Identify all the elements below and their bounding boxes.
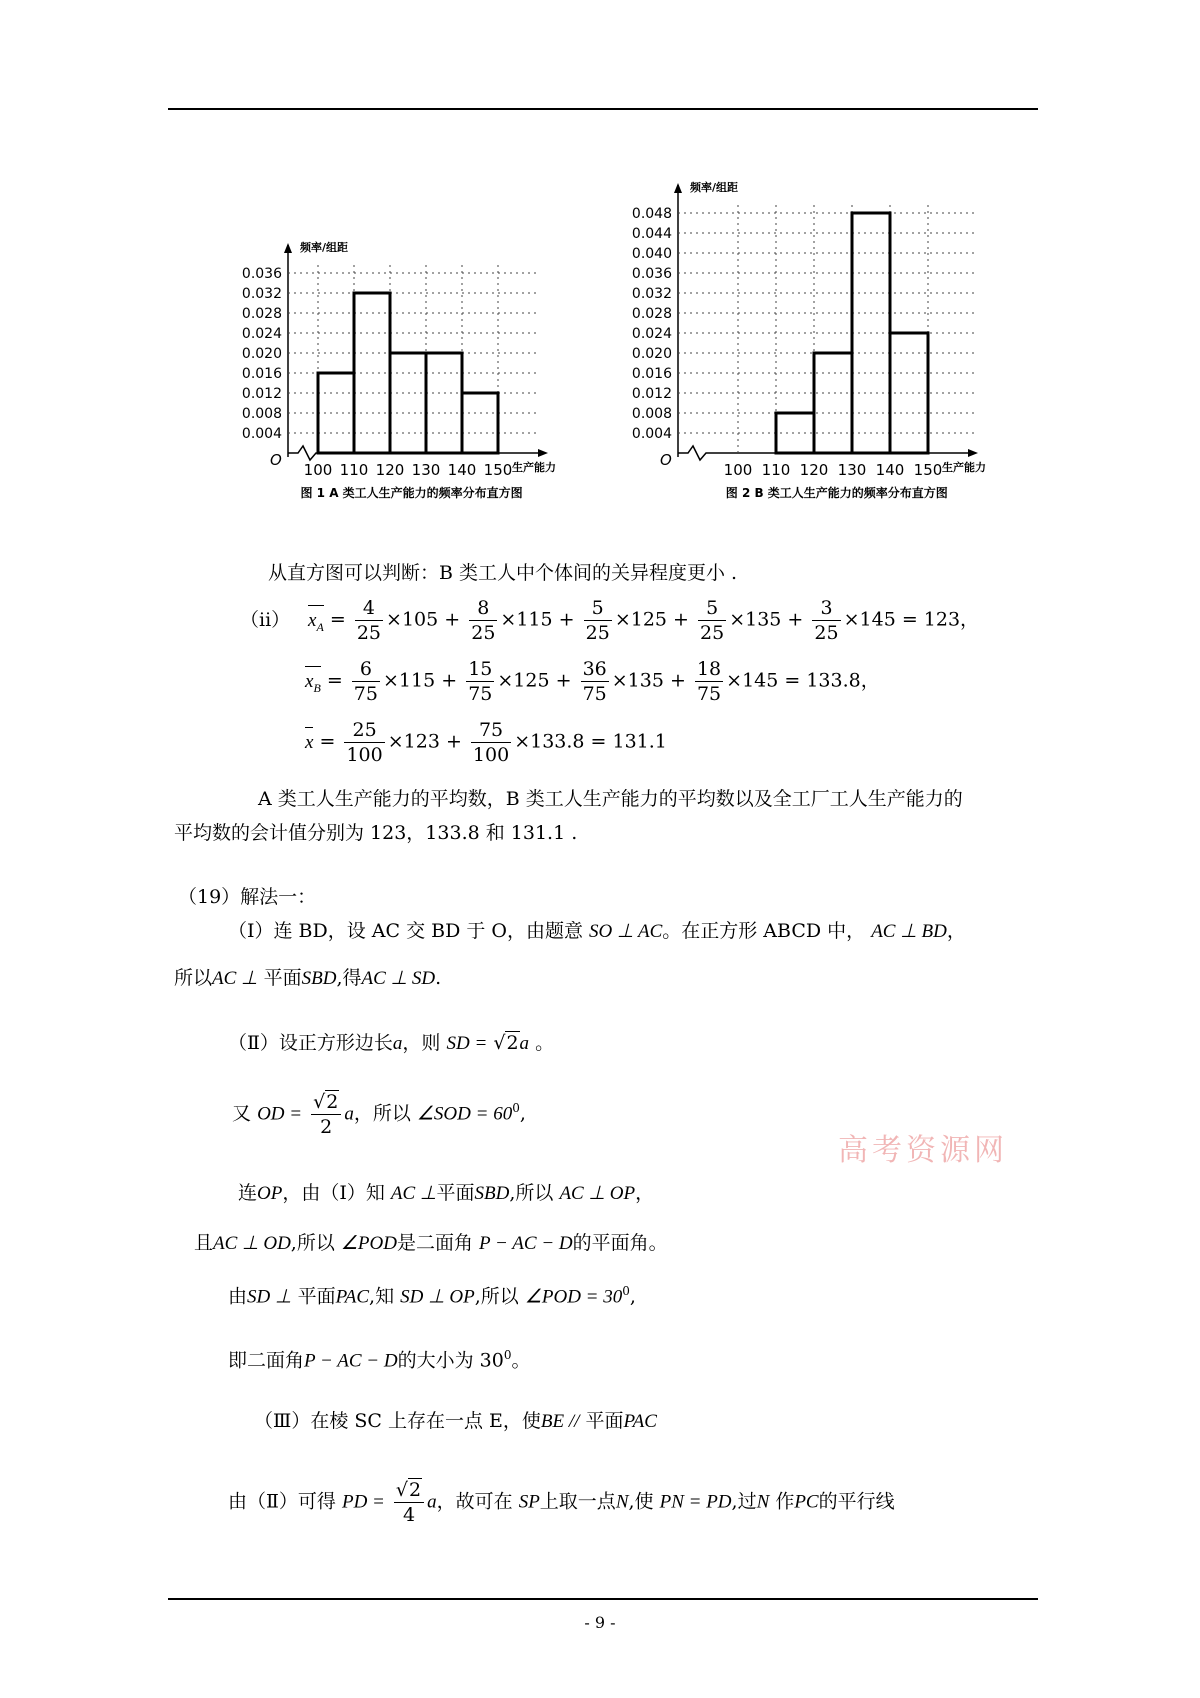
x-tick-label: 120 <box>799 461 829 479</box>
conclusion-line-1: A 类工人生产能力的平均数，B 类工人生产能力的平均数以及全工厂工人生产能力的 <box>258 788 963 810</box>
x-axis-arrow <box>968 449 978 457</box>
x-axis-arrow <box>538 449 548 457</box>
judgement-text: 从直方图可以判断：B 类工人中个体间的关异程度更小 . <box>268 562 738 584</box>
part-2-line-6: 即二面角P − AC − D的大小为 $30^0$。 <box>228 1348 531 1372</box>
y-axis-label: 频率/组距 <box>690 181 739 194</box>
y-tick-label: 0.004 <box>631 426 672 442</box>
equation-xb: $x_B$ = $\frac{6}{75}$ ×115 + $\frac{15}{75}$ ×125 + $\frac{36}{75}$ ×135 + $\frac{18}{75}$ ×145 = 133.8， <box>305 658 880 705</box>
origin-label: O <box>660 451 672 469</box>
x-tick-label: 110 <box>761 461 791 479</box>
y-tick-label: 0.020 <box>241 346 282 362</box>
x-tick-label: 150 <box>913 461 943 479</box>
histogram-bar <box>462 393 498 453</box>
y-tick-label: 0.040 <box>631 246 672 262</box>
part-2-line-1: （Ⅱ）设正方形边长a，则 SD = √2a 。 <box>228 1032 555 1054</box>
equation-xbar: x = $\frac{25}{100}$ ×123 + $\frac{75}{100}$ ×133.8 = 131.1 <box>305 719 667 766</box>
y-axis-arrow <box>674 183 682 193</box>
question-19-heading: （19）解法一： <box>178 886 317 908</box>
part-1-line-1: （Ⅰ）连 BD，设 AC 交 BD 于 O，由题意 SO ⊥ AC。在正方形 ABCD 中， AC ⊥ BD， <box>228 920 966 942</box>
y-tick-label: 0.028 <box>241 306 282 322</box>
x-tick-label: 140 <box>875 461 905 479</box>
watermark: 高考资源网 <box>838 1133 1008 1168</box>
x-tick-label: 150 <box>483 461 513 479</box>
y-tick-label: 0.004 <box>241 426 282 442</box>
histogram-a <box>238 235 578 515</box>
y-tick-label: 0.036 <box>631 266 672 282</box>
x-axis-label: 生产能力 <box>512 461 556 474</box>
x-tick-label: 120 <box>375 461 405 479</box>
x-tick-label: 100 <box>723 461 753 479</box>
x-tick-label: 130 <box>411 461 441 479</box>
x-tick-label: 130 <box>837 461 867 479</box>
y-tick-label: 0.012 <box>631 386 672 402</box>
histogram-b <box>618 160 1038 515</box>
y-tick-label: 0.016 <box>241 366 282 382</box>
x-tick-label: 110 <box>339 461 369 479</box>
part-1-line-2: 所以AC ⊥ 平面SBD,得AC ⊥ SD. <box>174 967 442 989</box>
y-tick-label: 0.016 <box>631 366 672 382</box>
conclusion-line-2: 平均数的会计值分别为 123，133.8 和 131.1 . <box>174 822 578 844</box>
histogram-bar <box>390 353 426 453</box>
y-tick-label: 0.028 <box>631 306 672 322</box>
header-rule <box>168 108 1038 110</box>
part-2-line-5: 由SD ⊥ 平面PAC,知 SD ⊥ OP,所以 ∠POD = $30^0$, <box>228 1284 636 1308</box>
y-tick-label: 0.024 <box>631 326 672 342</box>
part-2-line-3: 连OP，由（Ⅰ）知 AC ⊥平面SBD,所以 AC ⊥ OP， <box>238 1182 655 1204</box>
x-tick-label: 140 <box>447 461 477 479</box>
x-tick-label: 100 <box>303 461 333 479</box>
histogram-bar <box>426 353 462 453</box>
page-number: - 9 - <box>584 1613 616 1632</box>
y-tick-label: 0.048 <box>631 206 672 222</box>
y-tick-label: 0.032 <box>631 286 672 302</box>
y-tick-label: 0.044 <box>631 226 672 242</box>
y-axis-arrow <box>284 243 292 253</box>
part-2-line-4: 且AC ⊥ OD,所以 ∠POD是二面角 P − AC − D的平面角。 <box>194 1232 668 1254</box>
footer-rule <box>168 1598 1038 1600</box>
part-3-line-2: 由（Ⅱ）可得 PD = $\frac{√2}{4}$ a，故可在 SP上取一点N,使 PN = PD,过N 作PC的平行线 <box>228 1479 895 1526</box>
y-tick-label: 0.012 <box>241 386 282 402</box>
x-axis-label: 生产能力 <box>942 461 986 474</box>
y-axis-label: 频率/组距 <box>300 241 349 254</box>
histogram-bar <box>814 353 852 453</box>
origin-label: O <box>270 451 282 469</box>
y-tick-label: 0.020 <box>631 346 672 362</box>
chart-caption: 图 2 B 类工人生产能力的频率分布直方图 <box>725 486 948 500</box>
equation-xa: （ii） $x_A$ = $\frac{4}{25}$ ×105 + $\frac{8}{25}$ ×115 + $\frac{5}{25}$ ×125 + $\frac{5}{25}$ ×135 + $\frac{3}{25}$ ×145 = 123， <box>240 597 980 644</box>
y-tick-label: 0.008 <box>631 406 672 422</box>
y-tick-label: 0.036 <box>241 266 282 282</box>
y-tick-label: 0.008 <box>241 406 282 422</box>
part-2-line-2: 又 OD = $\frac{√2}{2}$ a，所以 ∠SOD = $60^0$, <box>232 1091 526 1138</box>
part-3-line-1: （Ⅲ）在棱 SC 上存在一点 E，使BE // 平面PAC <box>254 1410 657 1432</box>
y-tick-label: 0.024 <box>241 326 282 342</box>
chart-caption: 图 1 A 类工人生产能力的频率分布直方图 <box>300 486 523 500</box>
y-tick-label: 0.032 <box>241 286 282 302</box>
